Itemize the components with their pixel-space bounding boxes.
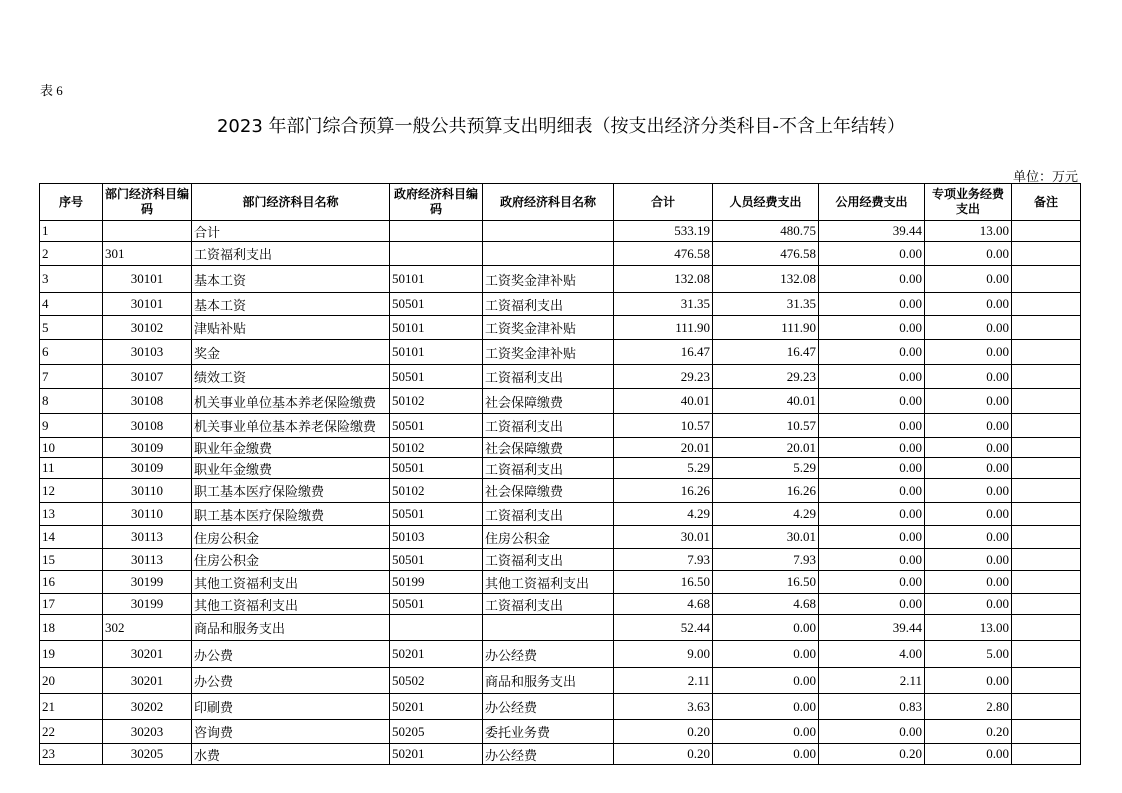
cell-gov-code: 50501 — [390, 414, 483, 438]
cell-seq: 5 — [40, 316, 103, 340]
cell-note — [1012, 615, 1081, 641]
cell-gov-code: 50502 — [390, 668, 483, 694]
cell-dept-name: 商品和服务支出 — [192, 615, 390, 641]
cell-personnel: 111.90 — [713, 316, 819, 340]
cell-public: 0.00 — [819, 316, 925, 340]
cell-gov-code: 50501 — [390, 503, 483, 526]
cell-gov-name: 工资福利支出 — [483, 293, 614, 316]
cell-note — [1012, 365, 1081, 389]
cell-seq: 17 — [40, 594, 103, 615]
cell-gov-code: 50201 — [390, 694, 483, 720]
cell-gov-code: 50103 — [390, 526, 483, 549]
cell-note — [1012, 242, 1081, 266]
cell-public: 0.00 — [819, 414, 925, 438]
cell-special: 0.00 — [925, 293, 1012, 316]
cell-dept-code — [103, 221, 192, 242]
table-body — [40, 221, 1081, 765]
cell-note — [1012, 720, 1081, 744]
cell-gov-name: 工资福利支出 — [483, 594, 614, 615]
cell-seq: 6 — [40, 340, 103, 365]
cell-special: 0.00 — [925, 438, 1012, 458]
cell-dept-code: 30101 — [103, 293, 192, 316]
cell-dept-code: 30110 — [103, 479, 192, 503]
cell-seq: 16 — [40, 571, 103, 594]
cell-gov-code: 50102 — [390, 479, 483, 503]
cell-personnel: 16.26 — [713, 479, 819, 503]
cell-dept-name: 津贴补贴 — [192, 316, 390, 340]
cell-gov-name: 工资福利支出 — [483, 503, 614, 526]
table-row — [40, 694, 1081, 720]
cell-note — [1012, 526, 1081, 549]
cell-dept-name: 水费 — [192, 744, 390, 765]
column-header-seq: 序号 — [40, 184, 103, 221]
cell-total: 29.23 — [614, 365, 713, 389]
cell-dept-name: 工资福利支出 — [192, 242, 390, 266]
table-row — [40, 316, 1081, 340]
table-row — [40, 479, 1081, 503]
table-row — [40, 221, 1081, 242]
cell-note — [1012, 571, 1081, 594]
cell-personnel: 16.47 — [713, 340, 819, 365]
cell-note — [1012, 438, 1081, 458]
cell-total: 40.01 — [614, 389, 713, 414]
table-row — [40, 571, 1081, 594]
cell-dept-code: 30108 — [103, 389, 192, 414]
cell-dept-name: 绩效工资 — [192, 365, 390, 389]
cell-total: 533.19 — [614, 221, 713, 242]
cell-seq: 13 — [40, 503, 103, 526]
cell-gov-name: 住房公积金 — [483, 526, 614, 549]
cell-gov-name: 工资奖金津补贴 — [483, 316, 614, 340]
cell-dept-name: 职业年金缴费 — [192, 458, 390, 479]
cell-dept-code: 30109 — [103, 438, 192, 458]
cell-personnel: 5.29 — [713, 458, 819, 479]
cell-note — [1012, 340, 1081, 365]
cell-public: 0.00 — [819, 365, 925, 389]
cell-special: 0.00 — [925, 266, 1012, 293]
budget-detail-table — [39, 183, 1081, 765]
table-row — [40, 526, 1081, 549]
table-row — [40, 720, 1081, 744]
cell-note — [1012, 293, 1081, 316]
cell-note — [1012, 458, 1081, 479]
cell-gov-code — [390, 615, 483, 641]
cell-gov-name: 工资奖金津补贴 — [483, 266, 614, 293]
cell-public: 0.00 — [819, 438, 925, 458]
cell-total: 10.57 — [614, 414, 713, 438]
cell-note — [1012, 694, 1081, 720]
cell-gov-code: 50501 — [390, 549, 483, 571]
cell-note — [1012, 744, 1081, 765]
cell-personnel: 16.50 — [713, 571, 819, 594]
table-row — [40, 744, 1081, 765]
cell-personnel: 480.75 — [713, 221, 819, 242]
cell-public: 0.00 — [819, 479, 925, 503]
cell-total: 111.90 — [614, 316, 713, 340]
cell-dept-code: 30102 — [103, 316, 192, 340]
cell-public: 4.00 — [819, 641, 925, 668]
cell-gov-code: 50201 — [390, 641, 483, 668]
cell-special: 0.00 — [925, 503, 1012, 526]
cell-note — [1012, 594, 1081, 615]
column-header-note: 备注 — [1012, 184, 1081, 221]
table-row — [40, 266, 1081, 293]
cell-dept-code: 30109 — [103, 458, 192, 479]
column-header-special: 专项业务经费支出 — [925, 184, 1012, 221]
cell-personnel: 0.00 — [713, 744, 819, 765]
column-header-dept-code: 部门经济科目编码 — [103, 184, 192, 221]
cell-gov-name: 社会保障缴费 — [483, 389, 614, 414]
cell-special: 0.00 — [925, 389, 1012, 414]
cell-gov-name: 办公经费 — [483, 744, 614, 765]
cell-gov-code: 50501 — [390, 365, 483, 389]
cell-dept-name: 机关事业单位基本养老保险缴费 — [192, 389, 390, 414]
table-row — [40, 549, 1081, 571]
column-header-gov-code: 政府经济科目编码 — [390, 184, 483, 221]
cell-total: 9.00 — [614, 641, 713, 668]
cell-note — [1012, 641, 1081, 668]
cell-note — [1012, 414, 1081, 438]
cell-note — [1012, 221, 1081, 242]
cell-seq: 19 — [40, 641, 103, 668]
table-row — [40, 365, 1081, 389]
cell-dept-name: 职工基本医疗保险缴费 — [192, 479, 390, 503]
cell-gov-code: 50102 — [390, 438, 483, 458]
cell-public: 0.00 — [819, 458, 925, 479]
cell-dept-code: 30202 — [103, 694, 192, 720]
cell-seq: 14 — [40, 526, 103, 549]
cell-seq: 4 — [40, 293, 103, 316]
cell-total: 3.63 — [614, 694, 713, 720]
cell-gov-name — [483, 221, 614, 242]
cell-special: 0.00 — [925, 316, 1012, 340]
cell-public: 0.20 — [819, 744, 925, 765]
cell-gov-name — [483, 242, 614, 266]
cell-total: 4.29 — [614, 503, 713, 526]
cell-dept-code: 30113 — [103, 549, 192, 571]
cell-total: 16.26 — [614, 479, 713, 503]
column-header-gov-name: 政府经济科目名称 — [483, 184, 614, 221]
table-row — [40, 293, 1081, 316]
cell-dept-code: 30199 — [103, 571, 192, 594]
cell-special: 13.00 — [925, 221, 1012, 242]
cell-seq: 3 — [40, 266, 103, 293]
cell-dept-name: 住房公积金 — [192, 526, 390, 549]
cell-public: 0.00 — [819, 720, 925, 744]
cell-dept-name: 职工基本医疗保险缴费 — [192, 503, 390, 526]
cell-seq: 9 — [40, 414, 103, 438]
cell-special: 13.00 — [925, 615, 1012, 641]
cell-special: 0.00 — [925, 571, 1012, 594]
cell-gov-code: 50199 — [390, 571, 483, 594]
cell-personnel: 4.29 — [713, 503, 819, 526]
cell-total: 0.20 — [614, 744, 713, 765]
cell-dept-name: 职业年金缴费 — [192, 438, 390, 458]
cell-gov-name: 社会保障缴费 — [483, 438, 614, 458]
table-number-label: 表 6 — [40, 83, 63, 98]
cell-personnel: 0.00 — [713, 720, 819, 744]
cell-seq: 23 — [40, 744, 103, 765]
cell-gov-code: 50501 — [390, 594, 483, 615]
cell-dept-code: 30205 — [103, 744, 192, 765]
cell-special: 0.00 — [925, 458, 1012, 479]
column-header-dept-name: 部门经济科目名称 — [192, 184, 390, 221]
cell-special: 0.20 — [925, 720, 1012, 744]
cell-personnel: 132.08 — [713, 266, 819, 293]
table-row — [40, 503, 1081, 526]
cell-public: 0.00 — [819, 242, 925, 266]
cell-note — [1012, 316, 1081, 340]
cell-gov-name: 工资奖金津补贴 — [483, 340, 614, 365]
cell-public: 0.83 — [819, 694, 925, 720]
cell-total: 30.01 — [614, 526, 713, 549]
table-row — [40, 458, 1081, 479]
cell-seq: 12 — [40, 479, 103, 503]
cell-total: 31.35 — [614, 293, 713, 316]
cell-total: 476.58 — [614, 242, 713, 266]
cell-personnel: 10.57 — [713, 414, 819, 438]
cell-gov-name: 社会保障缴费 — [483, 479, 614, 503]
cell-gov-name: 委托业务费 — [483, 720, 614, 744]
cell-special: 0.00 — [925, 526, 1012, 549]
cell-special: 0.00 — [925, 414, 1012, 438]
cell-gov-code: 50501 — [390, 293, 483, 316]
cell-dept-code: 30203 — [103, 720, 192, 744]
cell-dept-name: 奖金 — [192, 340, 390, 365]
cell-dept-code: 30107 — [103, 365, 192, 389]
cell-public: 0.00 — [819, 594, 925, 615]
document-title: 2023 年部门综合预算一般公共预算支出明细表（按支出经济分类科目-不含上年结转） — [216, 116, 906, 137]
cell-dept-code: 302 — [103, 615, 192, 641]
table-row — [40, 414, 1081, 438]
table-row — [40, 438, 1081, 458]
cell-dept-name: 住房公积金 — [192, 549, 390, 571]
cell-seq: 15 — [40, 549, 103, 571]
cell-special: 0.00 — [925, 479, 1012, 503]
cell-gov-name: 工资福利支出 — [483, 549, 614, 571]
cell-gov-name: 工资福利支出 — [483, 414, 614, 438]
cell-total: 132.08 — [614, 266, 713, 293]
cell-seq: 1 — [40, 221, 103, 242]
cell-public: 0.00 — [819, 340, 925, 365]
cell-note — [1012, 266, 1081, 293]
cell-dept-code: 30113 — [103, 526, 192, 549]
cell-gov-code: 50102 — [390, 389, 483, 414]
cell-total: 5.29 — [614, 458, 713, 479]
cell-dept-name: 办公费 — [192, 668, 390, 694]
cell-public: 0.00 — [819, 571, 925, 594]
cell-seq: 18 — [40, 615, 103, 641]
cell-total: 20.01 — [614, 438, 713, 458]
cell-gov-code: 50201 — [390, 744, 483, 765]
cell-dept-name: 其他工资福利支出 — [192, 594, 390, 615]
table-row — [40, 641, 1081, 668]
column-header-total: 合计 — [614, 184, 713, 221]
table-row — [40, 340, 1081, 365]
cell-dept-code: 301 — [103, 242, 192, 266]
cell-personnel: 40.01 — [713, 389, 819, 414]
table-row — [40, 389, 1081, 414]
cell-personnel: 0.00 — [713, 615, 819, 641]
cell-seq: 20 — [40, 668, 103, 694]
cell-special: 0.00 — [925, 242, 1012, 266]
cell-dept-code: 30201 — [103, 668, 192, 694]
cell-gov-code: 50205 — [390, 720, 483, 744]
table-row — [40, 615, 1081, 641]
cell-personnel: 30.01 — [713, 526, 819, 549]
cell-special: 2.80 — [925, 694, 1012, 720]
cell-dept-name: 机关事业单位基本养老保险缴费 — [192, 414, 390, 438]
cell-dept-code: 30103 — [103, 340, 192, 365]
cell-total: 16.47 — [614, 340, 713, 365]
cell-personnel: 0.00 — [713, 668, 819, 694]
cell-dept-code: 30108 — [103, 414, 192, 438]
cell-public: 2.11 — [819, 668, 925, 694]
cell-note — [1012, 503, 1081, 526]
cell-dept-code: 30110 — [103, 503, 192, 526]
cell-public: 0.00 — [819, 526, 925, 549]
table-row — [40, 594, 1081, 615]
cell-total: 52.44 — [614, 615, 713, 641]
cell-special: 0.00 — [925, 594, 1012, 615]
cell-seq: 21 — [40, 694, 103, 720]
cell-dept-name: 基本工资 — [192, 293, 390, 316]
cell-gov-code — [390, 242, 483, 266]
cell-public: 0.00 — [819, 503, 925, 526]
cell-dept-name: 基本工资 — [192, 266, 390, 293]
cell-dept-name: 咨询费 — [192, 720, 390, 744]
cell-dept-code: 30199 — [103, 594, 192, 615]
cell-public: 0.00 — [819, 293, 925, 316]
cell-gov-name: 工资福利支出 — [483, 458, 614, 479]
cell-gov-code: 50101 — [390, 266, 483, 293]
cell-special: 0.00 — [925, 549, 1012, 571]
cell-gov-name: 办公经费 — [483, 694, 614, 720]
cell-note — [1012, 668, 1081, 694]
cell-personnel: 20.01 — [713, 438, 819, 458]
cell-gov-code — [390, 221, 483, 242]
table-row — [40, 242, 1081, 266]
cell-total: 0.20 — [614, 720, 713, 744]
cell-gov-name: 办公经费 — [483, 641, 614, 668]
cell-seq: 8 — [40, 389, 103, 414]
cell-dept-code: 30101 — [103, 266, 192, 293]
cell-seq: 7 — [40, 365, 103, 389]
cell-dept-name: 其他工资福利支出 — [192, 571, 390, 594]
cell-public: 39.44 — [819, 615, 925, 641]
unit-label: 单位：万元 — [1012, 169, 1078, 184]
cell-gov-code: 50101 — [390, 316, 483, 340]
cell-special: 5.00 — [925, 641, 1012, 668]
cell-total: 2.11 — [614, 668, 713, 694]
cell-total: 16.50 — [614, 571, 713, 594]
cell-seq: 2 — [40, 242, 103, 266]
cell-total: 7.93 — [614, 549, 713, 571]
cell-personnel: 0.00 — [713, 641, 819, 668]
cell-personnel: 29.23 — [713, 365, 819, 389]
cell-seq: 10 — [40, 438, 103, 458]
cell-special: 0.00 — [925, 668, 1012, 694]
cell-personnel: 7.93 — [713, 549, 819, 571]
cell-note — [1012, 549, 1081, 571]
column-header-public: 公用经费支出 — [819, 184, 925, 221]
cell-seq: 22 — [40, 720, 103, 744]
table-header-row — [40, 184, 1081, 221]
cell-dept-code: 30201 — [103, 641, 192, 668]
cell-personnel: 4.68 — [713, 594, 819, 615]
cell-public: 39.44 — [819, 221, 925, 242]
cell-total: 4.68 — [614, 594, 713, 615]
cell-dept-name: 合计 — [192, 221, 390, 242]
cell-dept-name: 办公费 — [192, 641, 390, 668]
cell-dept-name: 印刷费 — [192, 694, 390, 720]
cell-seq: 11 — [40, 458, 103, 479]
table-row — [40, 668, 1081, 694]
cell-personnel: 0.00 — [713, 694, 819, 720]
cell-gov-name: 工资福利支出 — [483, 365, 614, 389]
cell-gov-name: 其他工资福利支出 — [483, 571, 614, 594]
cell-public: 0.00 — [819, 266, 925, 293]
cell-gov-name: 商品和服务支出 — [483, 668, 614, 694]
cell-gov-code: 50501 — [390, 458, 483, 479]
cell-personnel: 476.58 — [713, 242, 819, 266]
cell-note — [1012, 389, 1081, 414]
cell-note — [1012, 479, 1081, 503]
cell-public: 0.00 — [819, 389, 925, 414]
cell-personnel: 31.35 — [713, 293, 819, 316]
cell-special: 0.00 — [925, 340, 1012, 365]
cell-public: 0.00 — [819, 549, 925, 571]
cell-special: 0.00 — [925, 744, 1012, 765]
cell-gov-code: 50101 — [390, 340, 483, 365]
column-header-personnel: 人员经费支出 — [713, 184, 819, 221]
cell-gov-name — [483, 615, 614, 641]
cell-special: 0.00 — [925, 365, 1012, 389]
